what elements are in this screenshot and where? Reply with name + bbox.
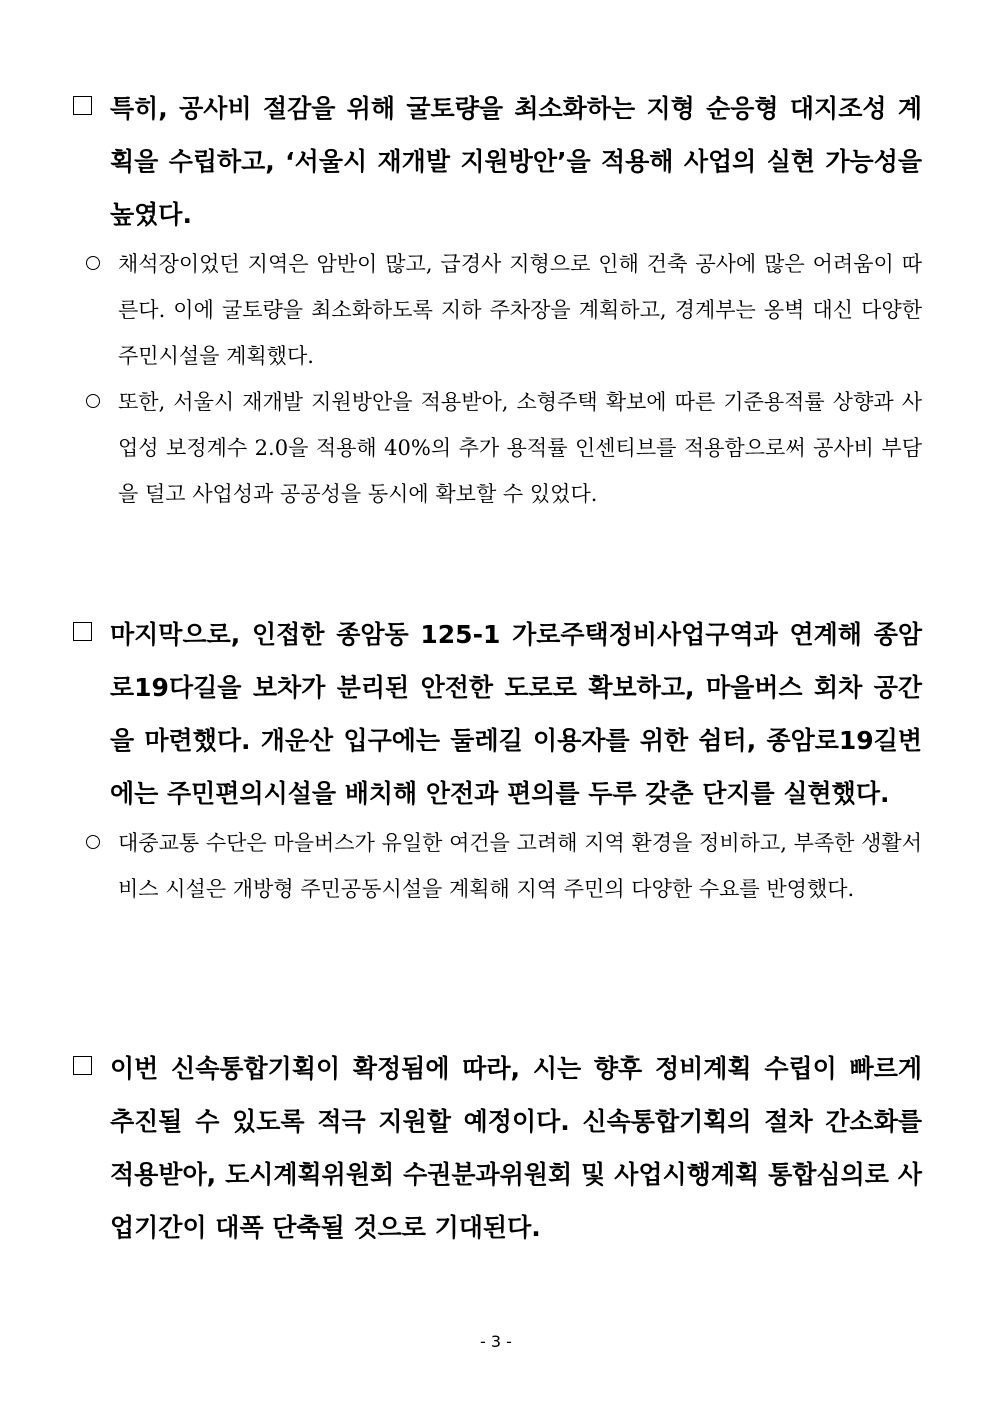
section-2 (70, 608, 922, 912)
page-number: - 3 - (480, 1332, 512, 1351)
main-paragraph-text: 특히, 공사비 절감을 위해 굴토량을 최소화하는 지형 순응형 대지조성 계획을 수립하고, ‘서울시 재개발 지원방안’을 적용해 사업의 실현 가능성을 높였다. (110, 94, 922, 229)
sub-paragraph-text: 채석장이었던 지역은 암반이 많고, 급경사 지형으로 인해 건축 공사에 많은 어려움이 따른다. 이에 굴토량을 최소화하도록 지하 주차장을 계획하고, 경계부는 옹벽 대신 다양한 주민시설을 계획했다. (118, 252, 922, 368)
sub-paragraph (70, 241, 922, 379)
square-bullet-icon (73, 1056, 92, 1075)
square-bullet-icon (73, 622, 92, 641)
main-paragraph-text: 이번 신속통합기획이 확정됨에 따라, 시는 향후 정비계획 수립이 빠르게 추진될 수 있도록 적극 지원할 예정이다. 신속통합기획의 절차 간소화를 적용받아, 도시계획위원회 수권분과위원회 및 사업시행계획 통합심의로 사업기간이 대폭 단축될 것으로 기대된다. (110, 1054, 922, 1242)
main-paragraph (70, 1042, 922, 1254)
circle-bullet-icon (86, 256, 100, 270)
section-1 (70, 82, 922, 517)
sub-paragraph-text: 대중교통 수단은 마을버스가 유일한 여건을 고려해 지역 환경을 정비하고, 부족한 생활서비스 시설은 개방형 주민공동시설을 계획해 지역 주민의 다양한 수요를 반영했다. (118, 831, 922, 901)
main-paragraph-text: 마지막으로, 인접한 종암동 125-1 가로주택정비사업구역과 연계해 종암로19다길을 보차가 분리된 안전한 도로로 확보하고, 마을버스 회차 공간을 마련했다. 개운산 입구에는 둘레길 이용자를 위한 쉼터, 종암로19길변에는 주민편의시설을 배치해 안전과 편의를 두루 갖춘 단지를 실현했다. (110, 620, 922, 808)
square-bullet-icon (73, 96, 92, 115)
circle-bullet-icon (86, 835, 100, 849)
sub-paragraph (70, 379, 922, 517)
main-paragraph (70, 608, 922, 820)
section-3 (70, 1042, 922, 1254)
circle-bullet-icon (86, 394, 100, 408)
main-paragraph (70, 82, 922, 241)
sub-paragraph (70, 820, 922, 912)
sub-paragraph-text: 또한, 서울시 재개발 지원방안을 적용받아, 소형주택 확보에 따른 기준용적률 상향과 사업성 보정계수 2.0을 적용해 40%의 추가 용적률 인센티브를 적용함으로써 공사비 부담을 덜고 사업성과 공공성을 동시에 확보할 수 있었다. (118, 390, 922, 506)
